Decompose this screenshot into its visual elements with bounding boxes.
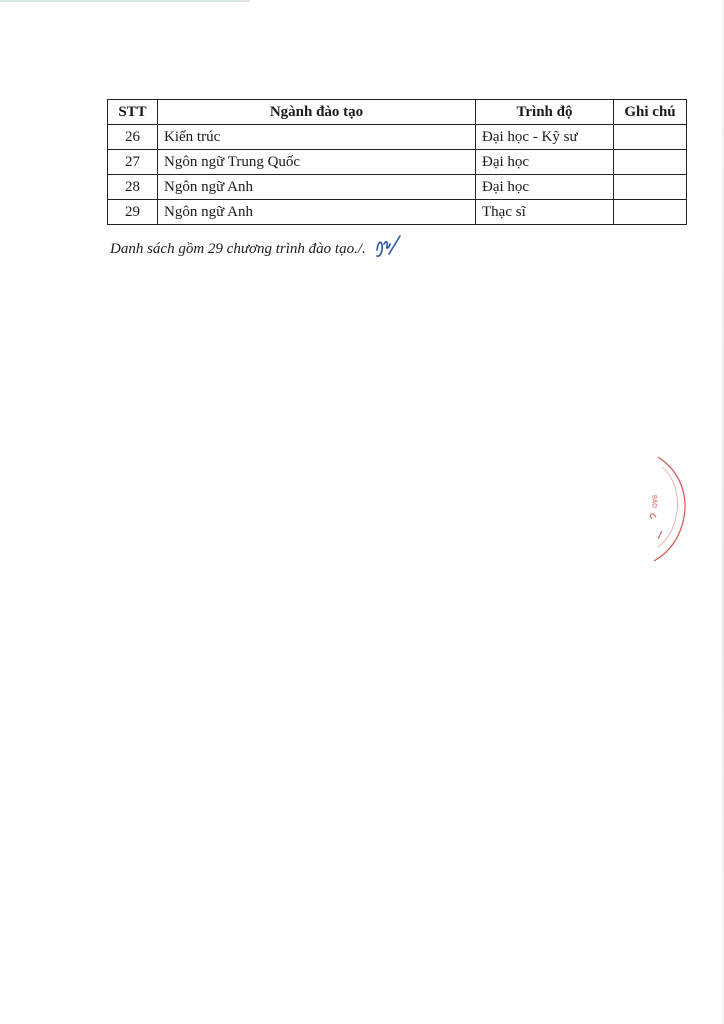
header-level: Trình độ [476, 100, 614, 125]
table-row [108, 150, 687, 175]
cell-level: Thạc sĩ [476, 200, 614, 225]
cell-level: Đại học [476, 175, 614, 200]
header-note: Ghi chú [614, 100, 687, 125]
table-row [108, 175, 687, 200]
cell-major: Ngôn ngữ Anh [158, 175, 476, 200]
cell-note [614, 125, 687, 150]
cell-stt: 27 [108, 150, 158, 175]
list-summary-note: Danh sách gồm 29 chương trình đào tạo./. [110, 241, 366, 257]
programs-table-container [107, 99, 686, 225]
cell-note [614, 200, 687, 225]
cell-stt: 26 [108, 125, 158, 150]
header-stt: STT [108, 100, 158, 125]
programs-table [107, 99, 687, 225]
handwritten-initials [372, 230, 402, 260]
cell-major: Ngôn ngữ Trung Quốc [158, 150, 476, 175]
cell-note [614, 150, 687, 175]
cell-level: Đại học [476, 150, 614, 175]
table-header-row [108, 100, 687, 125]
cell-level: Đại học - Kỹ sư [476, 125, 614, 150]
cell-major: Kiến trúc [158, 125, 476, 150]
red-seal-stamp [618, 455, 688, 565]
cell-note [614, 175, 687, 200]
svg-text:BÀO: BÀO [650, 495, 658, 508]
cell-stt: 28 [108, 175, 158, 200]
table-row [108, 200, 687, 225]
header-major: Ngành đào tạo [158, 100, 476, 125]
cell-stt: 29 [108, 200, 158, 225]
table-row [108, 125, 687, 150]
cell-major: Ngôn ngữ Anh [158, 200, 476, 225]
scan-artifact-line [0, 0, 250, 2]
